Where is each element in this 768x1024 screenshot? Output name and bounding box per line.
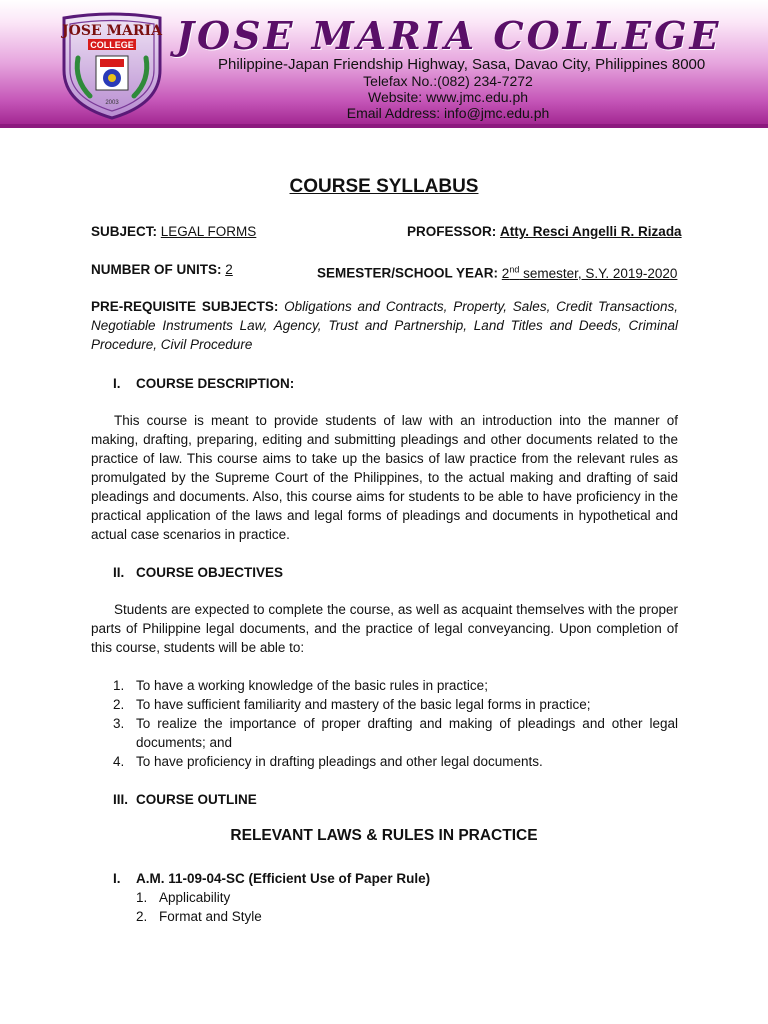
section-number-outline: III.	[113, 792, 129, 807]
rule-item: Applicability	[159, 890, 231, 905]
college-email: Email Address: info@jmc.edu.ph	[346, 105, 550, 121]
semester-value	[502, 266, 678, 281]
semester-number: 2	[501, 265, 510, 281]
objective-item: To have sufficient familiarity and mastery of the basic legal forms in practice;	[136, 697, 591, 712]
prerequisite-block	[91, 297, 678, 354]
outline-subheading: RELEVANT LAWS & RULES IN PRACTICE	[230, 827, 538, 844]
subject-label: SUBJECT:	[91, 224, 158, 239]
objective-number: 2.	[113, 697, 125, 712]
course-description-text: This course is meant to provide students of law with an introduction into the manner of making, drafting, preparing, editing and submitting pleadings and other documents related to the practice of law. This course aims to take up the basics of law practice from the relevant rules as promulgated by the Supreme Court of the Philippines, to the actual making and drafting of said pleadings and documents. Also, this course aims for students to be able to have proficiency in the practical application of the laws and legal forms of pleadings and documents in hypothetical and actual case scenarios in practice.	[91, 413, 678, 542]
objective-item: To realize the importance of proper drafting and making of pleadings and other legal documents; and	[136, 716, 678, 750]
objective-number: 1.	[113, 678, 125, 693]
college-seal-logo	[56, 8, 168, 120]
college-telefax: Telefax No.:(082) 234-7272	[363, 73, 533, 89]
document-title: COURSE SYLLABUS	[289, 176, 479, 197]
rule-item-number: 1.	[136, 890, 148, 905]
units-label: NUMBER OF UNITS:	[91, 262, 222, 277]
section-heading-outline: COURSE OUTLINE	[136, 792, 257, 807]
professor-value: Atty. Resci Angelli R. Rizada	[500, 224, 682, 239]
semester-suffix: nd	[509, 264, 520, 274]
svg-text:JOSE MARIA: JOSE MARIA	[62, 23, 162, 39]
svg-text:COLLEGE: COLLEGE	[90, 40, 134, 50]
subject-line	[91, 222, 256, 241]
professor-label: PROFESSOR:	[407, 224, 497, 239]
course-objectives-text: Students are expected to complete the course, as well as acquaint themselves with the proper parts of Philippine legal documents, and the practice of legal conveyancing. Upon completion of this course, students will be able to:	[91, 602, 678, 655]
units-line	[91, 260, 233, 279]
rule-item: Format and Style	[159, 909, 262, 924]
semester-label: SEMESTER/SCHOOL YEAR:	[317, 265, 499, 281]
objective-item: To have a working knowledge of the basic rules in practice;	[136, 678, 488, 693]
letterhead-divider	[0, 124, 768, 128]
units-value: 2	[225, 262, 233, 277]
rule-item-number: 2.	[136, 909, 148, 924]
svg-text:2003: 2003	[105, 100, 119, 106]
rule-title: A.M. 11-09-04-SC (Efficient Use of Paper Rule)	[136, 871, 431, 886]
objective-item: To have proficiency in drafting pleadings and other legal documents.	[136, 754, 543, 769]
college-website: Website: www.jmc.edu.ph	[367, 89, 529, 105]
prerequisite-value: Obligations and Contracts, Property, Sales, Credit Transactions, Negotiable Instruments Law, Agency, Trust and Partnership, Land Titles and Deeds, Criminal Procedure, Civil Procedure	[91, 299, 678, 352]
section-number-description: I.	[113, 376, 121, 391]
objective-number: 4.	[113, 754, 125, 769]
college-name: JOSE MARIA COLLEGE	[176, 13, 722, 58]
subject-value: LEGAL FORMS	[160, 224, 257, 239]
rule-number: I.	[113, 871, 121, 886]
professor-line	[407, 222, 682, 241]
semester-rest: semester, S.Y. 2019-2020	[519, 265, 678, 281]
section-number-objectives: II.	[113, 565, 125, 580]
objective-number: 3.	[113, 716, 125, 731]
prerequisite-label: PRE-REQUISITE SUBJECTS:	[91, 299, 279, 314]
section-heading-objectives: COURSE OBJECTIVES	[136, 565, 284, 580]
section-heading-description: COURSE DESCRIPTION:	[136, 376, 295, 391]
semester-line	[317, 260, 677, 283]
college-address: Philippine-Japan Friendship Highway, Sasa, Davao City, Philippines 8000	[218, 56, 706, 73]
